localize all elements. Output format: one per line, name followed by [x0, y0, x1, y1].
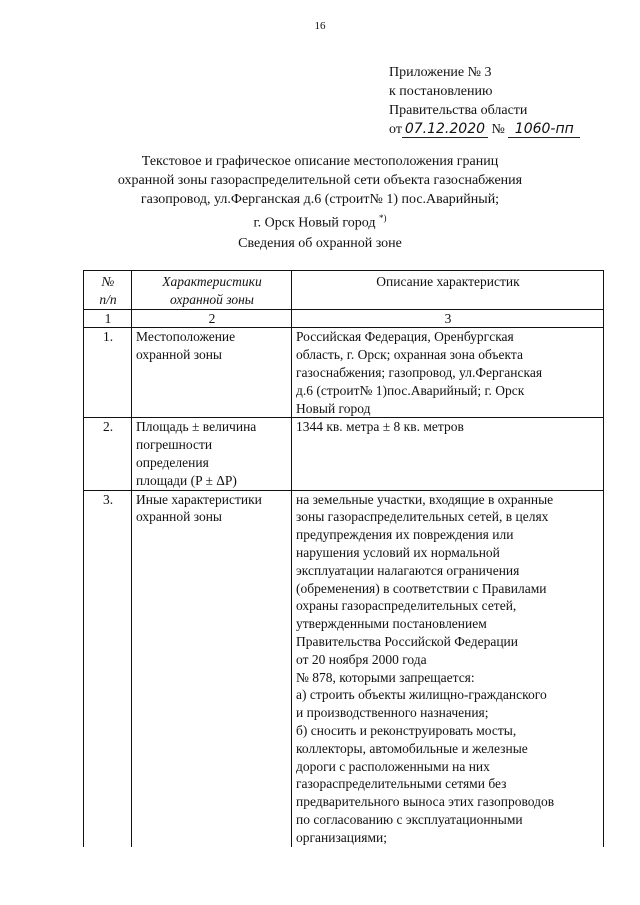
- handwritten-number: 1060-пп: [508, 122, 580, 138]
- row-number: 1.: [84, 328, 132, 418]
- col-number-1: 1: [84, 309, 132, 328]
- footnote-mark: *): [379, 213, 387, 223]
- header-col-char: Характеристики охранной зоны: [132, 271, 292, 310]
- title-line-2: охранной зоны газораспределительной сети объекта газоснабжения: [117, 173, 523, 188]
- col-number-2: 2: [132, 309, 292, 328]
- appendix-block: [389, 63, 580, 139]
- appendix-line-3: Правительства области: [389, 103, 528, 118]
- row-characteristic: Площадь ± величина погрешности определения площади (P ± ΔP): [132, 418, 292, 490]
- date-prefix: от: [389, 122, 402, 137]
- row-number: 3.: [84, 490, 132, 846]
- document-title: [0, 152, 640, 233]
- table-column-numbers-row: [84, 309, 604, 328]
- table-header-row: [84, 271, 604, 310]
- row-characteristic: Местоположение охранной зоны: [132, 328, 292, 418]
- row-description: 1344 кв. метра ± 8 кв. метров: [292, 418, 604, 490]
- header-col-desc: Описание характеристик: [292, 271, 604, 310]
- col-number-3: 3: [292, 309, 604, 328]
- title-line-3: газопровод, ул.Ферганская д.6 (строит№ 1) пос.Аварийный;: [140, 192, 500, 207]
- number-sign: №: [491, 122, 505, 137]
- title-line-1: Текстовое и графическое описание местоположения границ: [141, 154, 499, 169]
- handwritten-date: 07.12.2020: [402, 122, 488, 138]
- table-row: [84, 490, 604, 846]
- row-number: 2.: [84, 418, 132, 490]
- header-col-num: № п/п: [84, 271, 132, 310]
- table-row: [84, 328, 604, 418]
- row-characteristic: Иные характеристики охранной зоны: [132, 490, 292, 846]
- section-subtitle: Сведения об охранной зоне: [238, 236, 402, 251]
- appendix-line-1: Приложение № 3: [389, 65, 492, 80]
- appendix-line-2: к постановлению: [389, 84, 493, 99]
- row-description: Российская Федерация, Оренбургская область, г. Орск; охранная зона объекта газоснабжения; газопровод, ул.Ферганская д.6 (строит№ 1)пос.Аварийный; г. Орск Новый город: [292, 328, 604, 418]
- page-number: 16: [314, 20, 326, 32]
- appendix-date-line: [389, 120, 580, 139]
- protection-zone-table: [83, 270, 604, 847]
- row-description: на земельные участки, входящие в охранные зоны газораспределительных сетей, в целях предупреждения их повреждения или нарушения условий их нормальной эксплуатации налагаются ограничения (обременения) в соответствии с Правилами охраны газораспределительных сетей, утвержденными постановлением Правительства Российской Федерации от 20 ноября 2000 года № 878, которыми запрещается: а) строить объекты жилищно-гражданского и производственного назначения; б) сносить и реконструировать мосты, коллекторы, автомобильные и железные дороги с расположенными на них газораспределительными сетями без предварительного выноса этих газопроводов по согласованию с эксплуатационными организациями;: [292, 490, 604, 846]
- table-row: [84, 418, 604, 490]
- title-line-4: г. Орск Новый город *): [253, 213, 387, 231]
